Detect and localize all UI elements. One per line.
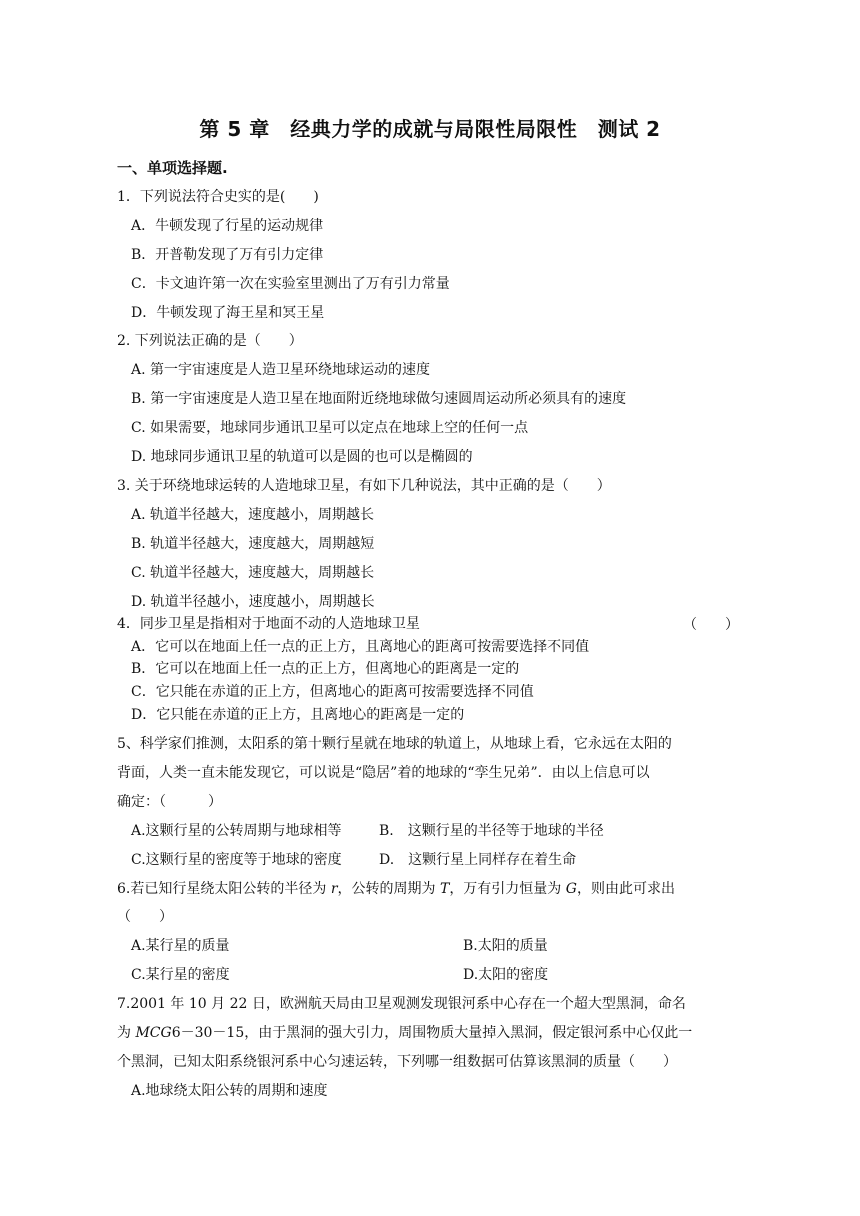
question-4-stem: 4．同步卫星是指相对于地面不动的人造地球卫星 [117,616,420,632]
question-4-option-a: A．它可以在地面上任一点的正上方，且离地心的距离可按需要选择不同值 [131,639,590,655]
question-1-option-c: C．卡文迪许第一次在实验室里测出了万有引力常量 [131,276,450,292]
question-5-option-c: C.这颗行星的密度等于地球的密度 [131,852,342,868]
question-1-stem: 1．下列说法符合史实的是( ) [117,189,319,205]
question-5-stem-line-3: 确定：（ ） [117,794,222,810]
question-3-option-a: A. 轨道半径越大，速度越小，周期越长 [131,507,375,523]
question-6-stem-text-3: ，万有引力恒量为 [449,881,566,897]
question-2-option-d: D. 地球同步通讯卫星的轨道可以是圆的也可以是椭圆的 [131,449,473,465]
question-6-option-a: A.某行星的质量 [131,938,230,954]
section-heading: 一、单项选择题. [117,159,228,177]
question-6-stem-line-2: （ ） [117,909,173,925]
question-5-stem-line-2: 背面，人类一直未能发现它，可以说是“隐居”着的地球的“孪生兄弟”．由以上信息可以 [117,765,650,781]
question-7-option-a: A.地球绕太阳公转的周期和速度 [131,1083,328,1099]
question-6-option-c: C.某行星的密度 [131,967,230,983]
question-7-stem-line-2 [117,1023,692,1043]
variable-r: r [330,881,338,897]
question-2-option-c: C. 如果需要，地球同步通讯卫星可以定点在地球上空的任何一点 [131,420,529,436]
question-4-answer-bracket: （ ） [683,617,739,633]
question-5-stem-line-1: 5、科学家们推测，太阳系的第十颗行星就在地球的轨道上，从地球上看，它永远在太阳的 [117,736,672,752]
question-3-option-d: D. 轨道半径越小，速度越小，周期越长 [131,594,375,610]
question-6-option-d: D.太阳的密度 [463,967,549,983]
question-6-stem-text-2: ，公转的周期为 [337,881,440,897]
question-6-stem-text-4: ，则由此可求出 [576,881,675,897]
question-7-stem-line-3: 个黑洞，已知太阳系绕银河系中心匀速运转，下列哪一组数据可估算该黑洞的质量（ ） [117,1054,677,1070]
question-6-stem-text-1: 6.若已知行星绕太阳公转的半径为 [117,881,331,897]
question-5-option-a: A.这颗行星的公转周期与地球相等 [131,823,342,839]
question-5-option-d: D. 这颗行星上同样存在着生命 [379,852,577,868]
question-7-stem-text-1: 为 [117,1025,136,1041]
question-4-option-d: D．它只能在赤道的正上方，且离地心的距离是一定的 [131,707,465,723]
question-2-stem: 2. 下列说法正确的是（ ） [117,333,303,349]
question-7-stem-line-1: 7.2001 年 10 月 22 日，欧洲航天局由卫星观测发现银河系中心存在一个超大型黑洞，命名 [117,996,686,1012]
variable-t: T [439,881,450,897]
question-5-option-b: B. 这颗行星的半径等于地球的半径 [379,823,604,839]
page-title: 第 5 章 经典力学的成就与局限性局限性 测试 2 [199,117,661,141]
question-1-option-a: A．牛顿发现了行星的运动规律 [131,218,324,234]
question-4-option-b: B．它可以在地面上任一点的正上方，但离地心的距离是一定的 [131,661,520,677]
variable-g: G [565,881,577,897]
question-7-stem-text-2: 6－30－15，由于黑洞的强大引力，周围物质大量掉入黑洞，假定银河系中心仅此一 [171,1025,693,1041]
question-3-stem: 3. 关于环绕地球运转的人造地球卫星，有如下几种说法，其中正确的是（ ） [117,478,611,494]
question-2-option-a: A. 第一宇宙速度是人造卫星环绕地球运动的速度 [131,362,431,378]
question-1-option-b: B．开普勒发现了万有引力定律 [131,247,324,263]
question-3-option-c: C. 轨道半径越大，速度越大，周期越长 [131,565,375,581]
question-6-stem-line-1 [117,879,675,899]
question-6-option-b: B.太阳的质量 [463,938,548,954]
question-1-option-d: D．牛顿发现了海王星和冥王星 [131,305,325,321]
question-2-option-b: B. 第一宇宙速度是人造卫星在地面附近绕地球做匀速圆周运动所必须具有的速度 [131,391,627,407]
black-hole-name-italic: MCG [135,1025,172,1041]
question-4-option-c: C．它只能在赤道的正上方，但离地心的距离可按需要选择不同值 [131,684,534,700]
question-3-option-b: B. 轨道半径越大，速度越大，周期越短 [131,536,375,552]
